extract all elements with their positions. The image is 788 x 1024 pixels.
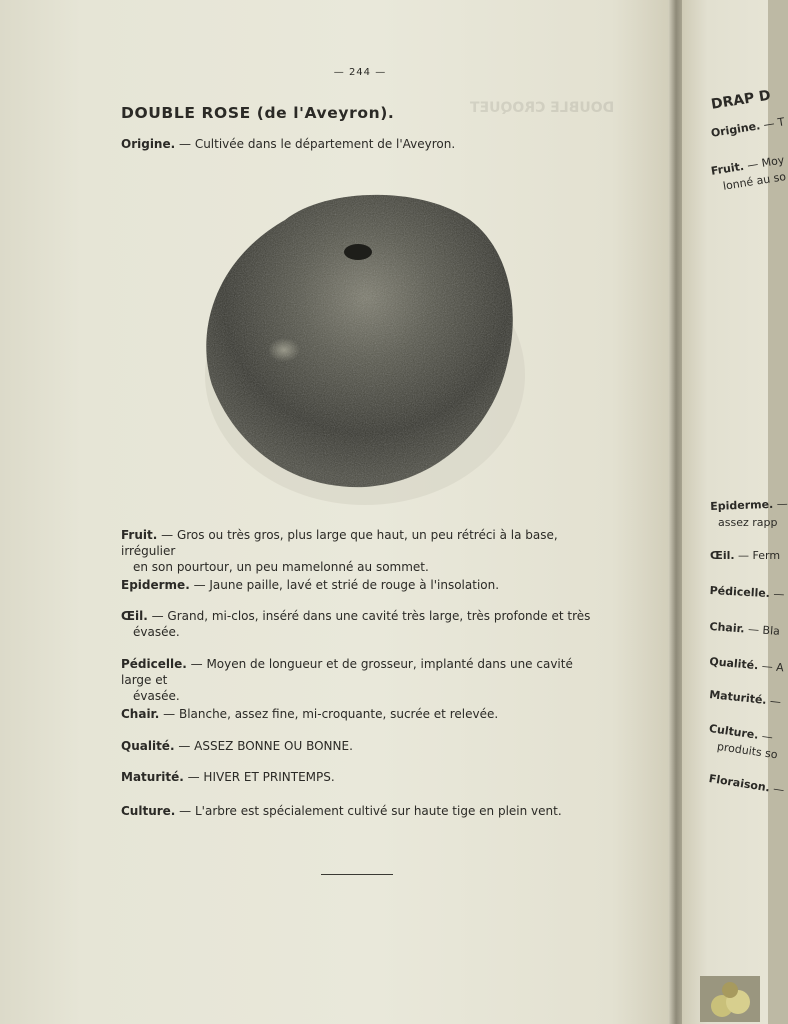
- entry-text: — Grand, mi-clos, inséré dans une cavité très large, très profonde et très: [147, 609, 591, 623]
- entry-label: Culture.: [121, 804, 176, 818]
- apple-thumbnail-image: [700, 976, 760, 1022]
- right-line-origine: [710, 115, 786, 139]
- entry-text: — Gros ou très gros, plus large que haut, un peu rétréci à la base, irrégulier: [121, 528, 558, 558]
- entry-label: Chair.: [121, 707, 160, 721]
- origin-label: Origine.: [121, 137, 176, 151]
- entry-label: Maturité.: [121, 770, 184, 784]
- entry-label: Epiderme.: [121, 578, 190, 592]
- right-line-fruit-cont: lonné au so: [722, 170, 787, 193]
- entry-text-cont: évasée.: [133, 689, 180, 703]
- right-line-label: Maturité.: [708, 688, 768, 707]
- right-line-label: Epiderme.: [710, 497, 774, 513]
- entry-label: Fruit.: [121, 528, 158, 542]
- right-line-text: —: [757, 728, 774, 744]
- right-line-maturite: [709, 688, 782, 708]
- entry-text: — Blanche, assez fine, mi-croquante, sucrée et relevée.: [159, 707, 499, 721]
- right-page-heading: DRAP D: [710, 87, 772, 113]
- right-line-floraison: [708, 772, 785, 797]
- right-line-text: —: [772, 497, 788, 511]
- entry-label: Pédicelle.: [121, 657, 187, 671]
- right-line-qualite: [709, 655, 784, 674]
- right-line-text: —: [769, 587, 785, 601]
- right-line-label: Culture.: [708, 722, 760, 742]
- right-line-label: Origine.: [710, 119, 762, 140]
- entry-chair: [121, 706, 599, 722]
- right-page: [682, 0, 788, 1024]
- entry-maturite: [121, 769, 599, 785]
- right-line-oeil: [710, 549, 780, 562]
- right-line-text: — A: [757, 659, 785, 675]
- right-line-epiderme: [710, 497, 788, 513]
- right-line-label: Qualité.: [708, 655, 759, 673]
- entry-text: — L'arbre est spécialement cultivé sur haute tige en plein vent.: [175, 804, 562, 818]
- apple-illustration: [190, 180, 530, 510]
- entry-oeil: [121, 608, 599, 640]
- right-line-label: Chair.: [709, 620, 746, 636]
- page-number: — 244 —: [333, 67, 387, 78]
- entry-epiderme: [121, 577, 599, 593]
- entry-pedicelle: [121, 656, 599, 704]
- right-line-text: —: [768, 781, 786, 797]
- apple-eye-icon: [344, 244, 372, 260]
- origin-line: [121, 137, 455, 151]
- entry-text: — ASSEZ BONNE OU BONNE.: [174, 739, 353, 753]
- origin-text: — Cultivée dans le département de l'Aveyron.: [175, 137, 456, 151]
- entry-fruit: [121, 527, 599, 575]
- right-line-label: Fruit.: [710, 159, 745, 178]
- right-line-text: — T: [759, 115, 786, 133]
- apple-highlight: [260, 320, 340, 380]
- show-through-heading: DOUBLE CROQUET: [470, 100, 615, 116]
- right-line-text: — Ferm: [734, 549, 781, 562]
- right-line-text: —: [765, 694, 782, 709]
- right-line-culture-cont: produits so: [716, 740, 779, 762]
- right-line-pedicelle: [709, 584, 784, 601]
- right-line-text: — Moy: [742, 153, 786, 173]
- entry-text-cont: évasée.: [133, 625, 180, 639]
- right-line-label: Floraison.: [707, 772, 771, 795]
- entry-qualite: [121, 738, 599, 754]
- right-line-epiderme-cont: assez rapp: [718, 516, 778, 529]
- entry-text-cont: en son pourtour, un peu mamelonné au sommet.: [133, 560, 429, 574]
- entry-culture: [121, 803, 599, 819]
- right-line-label: Pédicelle.: [709, 584, 771, 601]
- entry-text: — Jaune paille, lavé et strié de rouge à l'insolation.: [189, 578, 500, 592]
- end-rule-divider: [321, 874, 393, 875]
- entry-text: — HIVER ET PRINTEMPS.: [183, 770, 335, 784]
- entry-label: Qualité.: [121, 739, 175, 753]
- right-line-chair: [709, 620, 780, 638]
- entry-label: Œil.: [121, 609, 148, 623]
- entry-text: — Moyen de longueur et de grosseur, implanté dans une cavité large et: [121, 657, 573, 687]
- right-line-label: Œil.: [710, 549, 735, 562]
- page-title: DOUBLE ROSE (de l'Aveyron).: [121, 104, 395, 122]
- right-line-text: — Bla: [744, 622, 781, 638]
